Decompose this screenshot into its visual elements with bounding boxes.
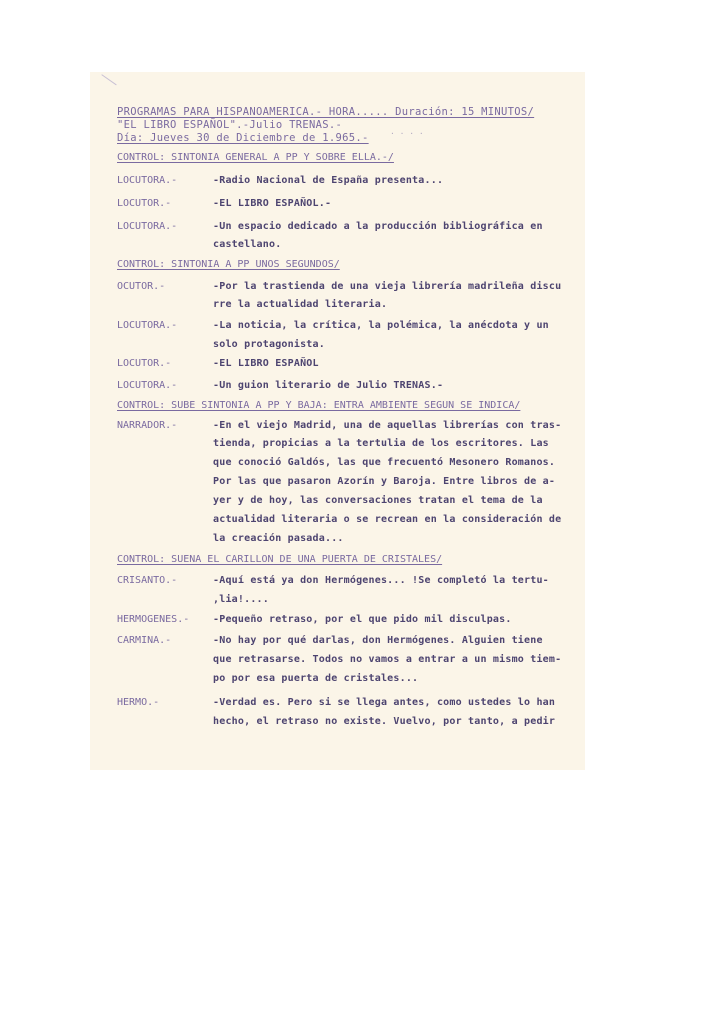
dialogue-line: yer y de hoy, las conversaciones tratan el tema de la bbox=[213, 495, 543, 506]
dialogue-line: ,lia!.... bbox=[213, 594, 269, 605]
dialogue-line: -Un guion literario de Julio TRENAS.- bbox=[213, 380, 444, 391]
dialogue-line: Por las que pasaron Azorín y Baroja. Entre libros de a- bbox=[213, 476, 556, 487]
control-direction: CONTROL: SINTONIA GENERAL A PP Y SOBRE ELLA.-/ bbox=[117, 152, 394, 163]
dialogue-line: solo protagonista. bbox=[213, 339, 325, 350]
dialogue-line: -EL LIBRO ESPAÑOL bbox=[213, 358, 319, 369]
dialogue-line: -Por la trastienda de una vieja librería madrileña discu bbox=[213, 281, 562, 292]
speaker-name: LOCUTORA.- bbox=[117, 221, 178, 232]
document-page bbox=[90, 72, 585, 770]
dialogue-line: la creación pasada... bbox=[213, 533, 344, 544]
dialogue-line: actualidad literaria o se recrean en la consideración de bbox=[213, 514, 562, 525]
header-date-line: Día: Jueves 30 de Diciembre de 1.965.- bbox=[117, 132, 369, 144]
paper-mark bbox=[93, 74, 116, 97]
speaker-name: HERMOGENES.- bbox=[117, 614, 190, 625]
control-direction: CONTROL: SUENA EL CARILLON DE UNA PUERTA DE CRISTALES/ bbox=[117, 554, 443, 565]
dialogue-line: -EL LIBRO ESPAÑOL.- bbox=[213, 198, 332, 209]
header-title-line: "EL LIBRO ESPAÑOL".-Julio TRENAS.- bbox=[117, 119, 343, 131]
speaker-name: NARRADOR.- bbox=[117, 420, 178, 431]
speaker-name: LOCUTORA.- bbox=[117, 320, 178, 331]
speaker-name: LOCUTOR.- bbox=[117, 358, 172, 369]
speaker-name: HERMO.- bbox=[117, 697, 160, 708]
dialogue-line: -En el viejo Madrid, una de aquellas librerías con tras- bbox=[213, 420, 562, 431]
speaker-name: LOCUTORA.- bbox=[117, 175, 178, 186]
dialogue-line: -Radio Nacional de España presenta... bbox=[213, 175, 444, 186]
dialogue-line: que conoció Galdós, las que frecuentó Mesonero Romanos. bbox=[213, 457, 556, 468]
header-dots: . . . . bbox=[390, 127, 424, 136]
speaker-name: CARMINA.- bbox=[117, 635, 172, 646]
speaker-name: LOCUTORA.- bbox=[117, 380, 178, 391]
dialogue-line: que retrasarse. Todos no vamos a entrar a un mismo tiem- bbox=[213, 654, 562, 665]
dialogue-line: rre la actualidad literaria. bbox=[213, 299, 388, 310]
dialogue-line: -Verdad es. Pero si se llega antes, como ustedes lo han bbox=[213, 697, 556, 708]
dialogue-line: po por esa puerta de cristales... bbox=[213, 673, 419, 684]
dialogue-line: -La noticia, la crítica, la polémica, la anécdota y un bbox=[213, 320, 549, 331]
header-program-line: PROGRAMAS PARA HISPANOAMERICA.- HORA..... Duración: 15 MINUTOS/ bbox=[117, 106, 535, 118]
dialogue-line: castellano. bbox=[213, 239, 282, 250]
dialogue-line: -Un espacio dedicado a la producción bibliográfica en bbox=[213, 221, 543, 232]
dialogue-line: -Aquí está ya don Hermógenes... !Se completó la tertu- bbox=[213, 575, 549, 586]
speaker-name: LOCUTOR.- bbox=[117, 198, 172, 209]
speaker-name: OCUTOR.- bbox=[117, 281, 166, 292]
control-direction: CONTROL: SUBE SINTONIA A PP Y BAJA: ENTRA AMBIENTE SEGUN SE INDICA/ bbox=[117, 400, 521, 411]
dialogue-line: -Pequeño retraso, por el que pido mil disculpas. bbox=[213, 614, 512, 625]
dialogue-line: hecho, el retraso no existe. Vuelvo, por tanto, a pedir bbox=[213, 716, 556, 727]
control-direction: CONTROL: SINTONIA A PP UNOS SEGUNDOS/ bbox=[117, 259, 340, 270]
dialogue-line: -No hay por qué darlas, don Hermógenes. Alguien tiene bbox=[213, 635, 543, 646]
dialogue-line: tienda, propicias a la tertulia de los escritores. Las bbox=[213, 438, 549, 449]
speaker-name: CRISANTO.- bbox=[117, 575, 178, 586]
